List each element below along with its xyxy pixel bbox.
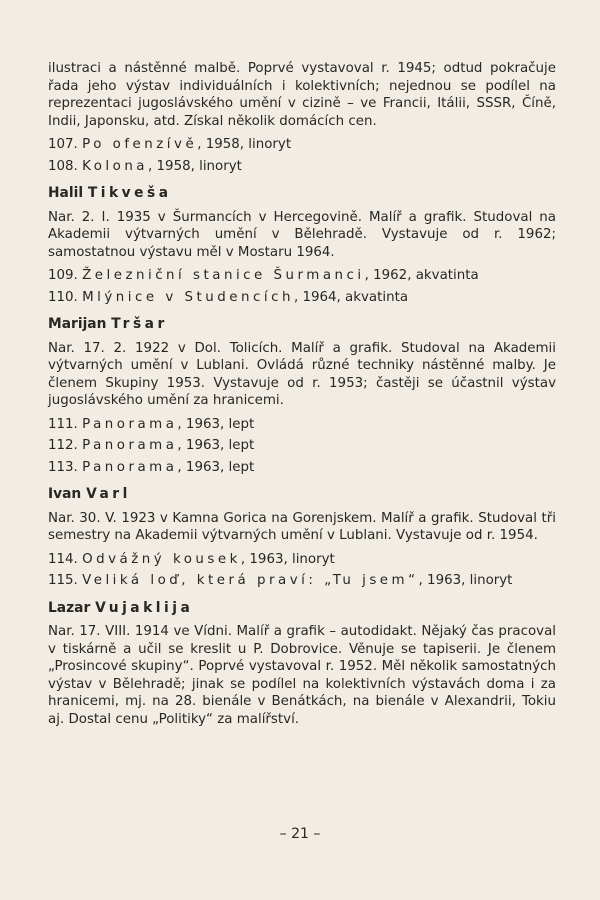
artist-bio: Nar. 17. VIII. 1914 ve Vídni. Malíř a grafik – autodidakt. Nějaký čas pracoval v tiskárně a učil se kreslit u P. Dobrovice. Věnuje se tapiserii. Je členem „Prosincové skupiny“. Poprvé vystavoval r. 1952. Měl několik samostatných výstav v Bělehradě; jinak se podílel na kolektivních výstavách doma i za hranicemi, mj. na 28. bienále v Benátkách, na bienále v Alexandrii, Tokiu aj. Dostal cenu „Politiky“ za malířství. — [48, 624, 556, 727]
work-title: Železniční stanice Šurmanci — [82, 268, 365, 283]
work-number: 107. — [48, 137, 78, 152]
work-details: , 1963, lept — [177, 438, 255, 453]
artist-name — [48, 486, 556, 504]
work-number: 111. — [48, 416, 78, 432]
work-title: Panorama — [82, 459, 178, 475]
work-details: , 1962, akvatinta — [364, 268, 479, 283]
work-details: , 1963, linoryt — [418, 573, 513, 588]
work-entry — [48, 551, 556, 569]
artist-section — [48, 185, 556, 306]
artist-name — [48, 185, 556, 203]
page-content — [48, 60, 556, 728]
work-entry — [48, 136, 556, 154]
work-details: , 1958, linoryt — [197, 137, 292, 152]
work-number: 109. — [48, 268, 78, 283]
artist-surname: Vujaklija — [95, 599, 194, 616]
artist-name — [48, 600, 556, 618]
artist-section — [48, 486, 556, 590]
artist-name — [48, 316, 556, 334]
artist-bio: Nar. 17. 2. 1922 v Dol. Tolicích. Malíř a grafik. Studoval na Akademii výtvarných umění v Lublani. Ovládá různé techniky nástěnné malby. Je členem Skupiny 1953. Vystavuje od r. 1953; častěji se účastnil výstav jugoslávského umění za hranicemi. — [48, 340, 556, 408]
artist-first-name: Marijan — [48, 316, 107, 332]
artist-first-name: Halil — [48, 185, 84, 201]
work-details: , 1964, akvatinta — [293, 289, 409, 305]
work-title: Odvážný kousek — [82, 551, 241, 567]
work-entry — [48, 437, 556, 455]
work-entry — [48, 572, 556, 590]
work-title: Kolona — [82, 158, 149, 174]
work-number: 115. — [48, 573, 78, 588]
artist-first-name: Ivan — [48, 486, 82, 502]
artist-section — [48, 600, 556, 729]
work-number: 113. — [48, 459, 78, 475]
work-number: 112. — [48, 438, 78, 453]
work-number: 114. — [48, 551, 78, 567]
artist-first-name: Lazar — [48, 599, 91, 616]
work-details: , 1963, lept — [177, 459, 255, 475]
page-number: – 21 – — [279, 826, 321, 842]
intro-paragraph: ilustraci a nástěnné malbě. Poprvé vystavoval r. 1945; odtud pokračuje řada jeho výstav individuálních i kolektivních; nejednou se podílel na reprezentaci jugoslávského umění v cizině – ve Francii, Itálii, SSSR, Číně, Indii, Japonsku, atd. Získal několik domácích cen. — [48, 61, 556, 129]
artist-section — [48, 316, 556, 476]
work-number: 110. — [48, 289, 78, 305]
work-title: Panorama — [82, 416, 178, 432]
artist-surname: Tikveša — [87, 185, 172, 201]
work-entry — [48, 267, 556, 285]
work-entry — [48, 289, 556, 307]
work-details: , 1963, linoryt — [240, 551, 335, 567]
artist-surname: Tršar — [111, 316, 168, 332]
work-entry — [48, 416, 556, 434]
work-entry — [48, 459, 556, 477]
work-title: Veliká loď, která praví: „Tu jsem“ — [82, 573, 419, 588]
work-details: , 1963, lept — [177, 416, 255, 432]
work-title: Panorama — [82, 438, 178, 453]
artist-bio: Nar. 30. V. 1923 v Kamna Gorica na Gorenjskem. Malíř a grafik. Studoval tři semestry na Akademii výtvarných umění v Lublani. Vystavuje od r. 1954. — [48, 510, 556, 543]
intro-works — [48, 136, 556, 175]
artist-bio: Nar. 2. I. 1935 v Šurmancích v Hercegovině. Malíř a grafik. Studoval na Akademii výtvarných umění v Bělehradě. Vystavuje od r. 1962; samostatnou výstavu měl v Mostaru 1964. — [48, 209, 556, 260]
work-title: Po ofenzívě — [82, 137, 198, 152]
work-title: Mlýnice v Studencích — [82, 289, 294, 305]
artist-surname: Varl — [86, 486, 131, 502]
work-number: 108. — [48, 158, 78, 174]
work-entry — [48, 158, 556, 176]
work-details: , 1958, linoryt — [148, 158, 242, 174]
